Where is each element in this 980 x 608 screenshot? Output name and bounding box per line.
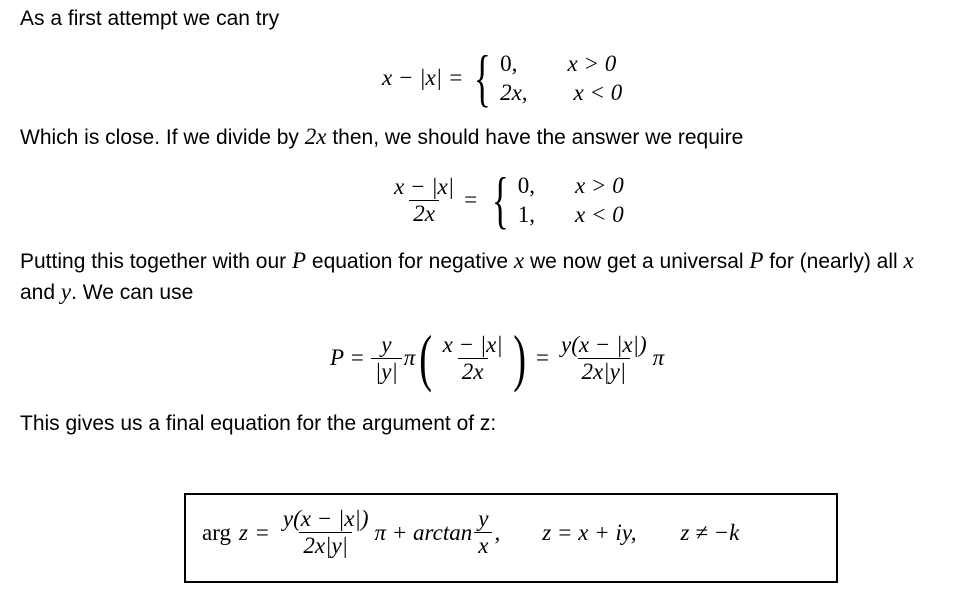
eq3-lhs: P =	[330, 345, 365, 370]
divide-text-math: 2x	[304, 124, 327, 149]
eq3-f3-denominator: 2x|y|	[578, 358, 631, 385]
equation-2	[388, 164, 624, 235]
eq3-f1-denominator: |y|	[371, 358, 402, 385]
eq4-z: z	[238, 519, 248, 545]
equation-1	[382, 42, 623, 113]
eq3-f1-numerator: y	[381, 331, 392, 357]
eq2-case1-value: 0,	[517, 173, 536, 198]
eq4-fraction-1	[279, 506, 373, 559]
eq4-pi-arctan: π + arctan	[374, 519, 473, 545]
eq2-fraction	[390, 174, 458, 227]
eq4-z-definition: z = x + iy,	[542, 519, 637, 545]
p3-math-P: P	[292, 248, 307, 273]
eq1-brace: {	[474, 42, 492, 113]
eq3-pi: π	[403, 345, 416, 370]
equation-4	[202, 506, 739, 559]
final-equation-text: This gives us a final equation for the argument of z:	[20, 412, 497, 435]
p3-text-b: equation for negative	[306, 250, 514, 273]
eq4-f2-numerator: y	[478, 506, 489, 531]
universal-text-line-2	[20, 277, 193, 308]
eq3-f2-denominator: 2x	[458, 358, 488, 385]
eq3-fraction-3	[557, 332, 651, 385]
divide-text-after: then, we should have the answer we require	[326, 126, 744, 149]
eq3-fraction-2	[439, 332, 507, 385]
eq4-f2-denominator: x	[474, 532, 492, 559]
eq1-case2-value: 2x,	[500, 80, 528, 105]
eq1-case1-condition: x > 0	[567, 51, 617, 76]
eq2-case2-value: 1,	[517, 202, 536, 227]
eq4-condition: z ≠ −k	[680, 519, 740, 545]
eq4-comma: ,	[494, 519, 501, 545]
eq3-equals: =	[536, 345, 549, 370]
eq2-case2-condition: x < 0	[575, 202, 624, 227]
eq2-equals: =	[464, 187, 478, 212]
eq2-numerator: x − |x|	[394, 173, 455, 199]
eq2-brace: {	[491, 164, 509, 235]
eq3-fraction-1	[371, 332, 402, 385]
eq3-left-paren: (	[419, 322, 433, 393]
eq2-cases	[518, 172, 624, 228]
universal-text-line-1	[20, 246, 914, 277]
eq3-f3-numerator: y(x − |x|)	[561, 331, 647, 357]
eq1-cases	[500, 50, 622, 106]
eq3-right-paren: )	[512, 322, 526, 393]
divide-text-before: Which is close. If we divide by	[20, 126, 305, 149]
eq2-denominator: 2x	[409, 200, 439, 227]
p3-text-e: and	[20, 281, 61, 304]
eq1-case2-condition: x < 0	[573, 80, 623, 105]
p3-text-c: we now get a universal	[524, 250, 750, 273]
intro-text: As a first attempt we can try	[20, 7, 280, 30]
eq1-case1-value: 0,	[500, 51, 518, 76]
eq4-f1-numerator: y(x − |x|)	[282, 506, 369, 531]
p3-math-y: y	[60, 279, 72, 304]
eq3-f2-numerator: x − |x|	[442, 331, 503, 357]
eq1-lhs: x − |x| =	[382, 65, 464, 90]
eq4-f1-denominator: 2x|y|	[299, 532, 352, 559]
eq4-equals: =	[255, 519, 269, 545]
p3-math-x2: x	[903, 248, 914, 273]
eq4-arg: arg	[202, 519, 231, 545]
divide-text	[20, 122, 743, 153]
p3-text-f: . We can use	[71, 281, 194, 304]
eq3-pi-2: π	[652, 345, 665, 370]
eq4-fraction-2	[474, 506, 492, 559]
equation-3	[330, 322, 665, 393]
p3-math-x: x	[513, 248, 525, 273]
p3-math-P2: P	[749, 248, 764, 273]
p3-text-d: for (nearly) all	[763, 250, 904, 273]
p3-text-a: Putting this together with our	[20, 250, 292, 273]
eq2-case1-condition: x > 0	[575, 173, 624, 198]
